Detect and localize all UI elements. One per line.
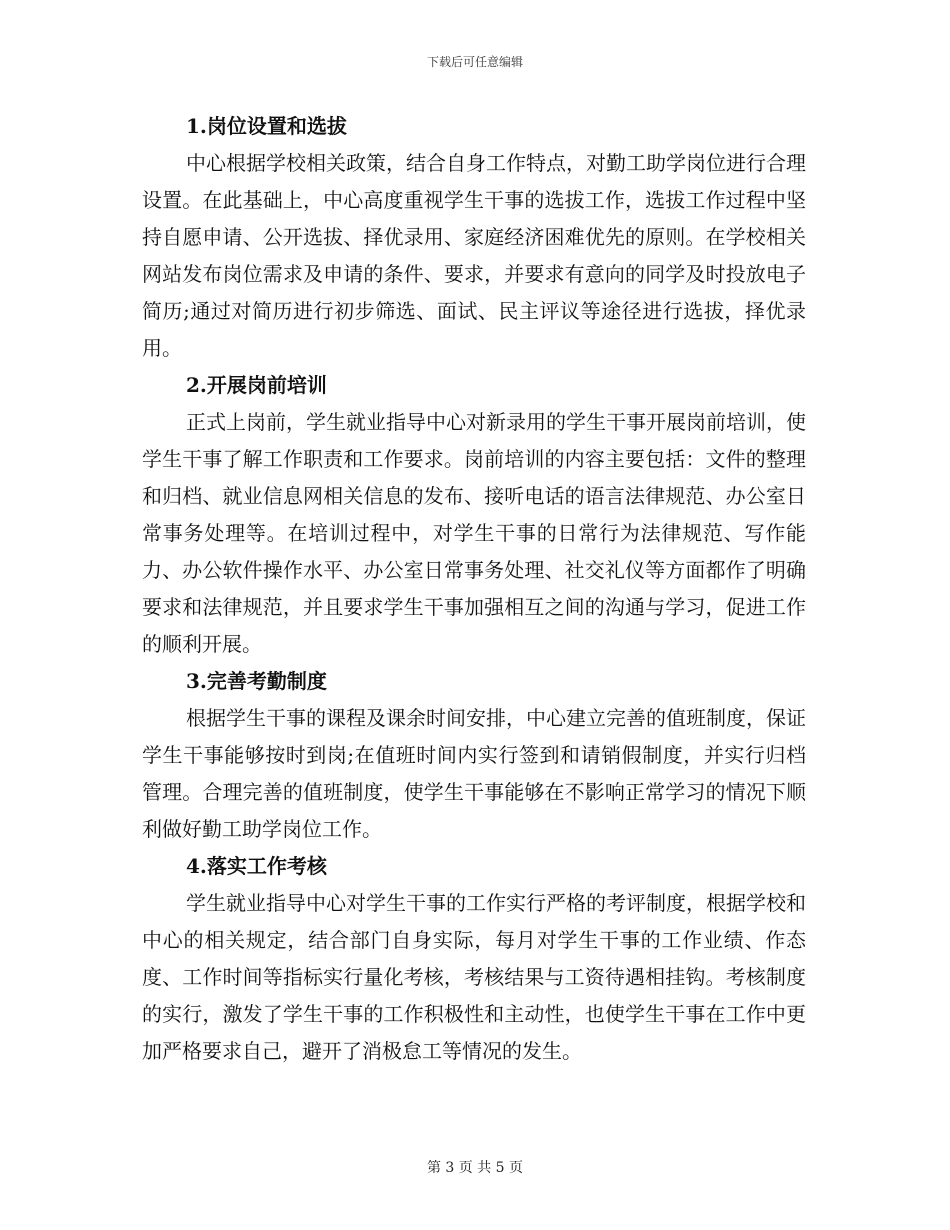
section-heading-4: 4.落实工作考核 (186, 854, 327, 878)
document-body (142, 108, 806, 1070)
section-heading-2: 2.开展岗前培训 (186, 373, 327, 397)
section-heading-3: 3.完善考勤制度 (186, 669, 327, 693)
page-number: 第 3 页 共 5 页 (426, 1160, 524, 1176)
page-header-note: 下载后可任意编辑 (426, 55, 523, 69)
section-body-2: 正式上岗前，学生就业指导中心对新录用的学生干事开展岗前培训，使学生干事了解工作职责和工作要求。岗前培训的内容主要包括：文件的整理和归档、就业信息网相关信息的发布、接听电话的语言法律规范、办公室日常事务处理等。在培训过程中，对学生干事的日常行为法律规范、写作能力、办公软件操作水平、办公室日常事务处理、社交礼仪等方面都作了明确要求和法律规范，并且要求学生干事加强相互之间的沟通与学习，促进工作的顺利开展。 (142, 410, 806, 656)
section-heading-1: 1.岗位设置和选拔 (186, 114, 347, 138)
section-body-4: 学生就业指导中心对学生干事的工作实行严格的考评制度，根据学校和中心的相关规定，结合部门自身实际，每月对学生干事的工作业绩、作态度、工作时间等指标实行量化考核，考核结果与工资待遇相挂钩。考核制度的实行，激发了学生干事的工作积极性和主动性，也使学生干事在工作中更加严格要求自己，避开了消极怠工等情况的发生。 (142, 891, 806, 1063)
section-body-3: 根据学生干事的课程及课余时间安排，中心建立完善的值班制度，保证学生干事能够按时到岗;在值班时间内实行签到和请销假制度，并实行归档管理。合理完善的值班制度，使学生干事能够在不影响正常学习的情况下顺利做好勤工助学岗位工作。 (142, 706, 806, 841)
section-body-1: 中心根据学校相关政策，结合自身工作特点，对勤工助学岗位进行合理设置。在此基础上，中心高度重视学生干事的选拔工作，选拔工作过程中坚持自愿申请、公开选拔、择优录用、家庭经济困难优先的原则。在学校相关网站发布岗位需求及申请的条件、要求，并要求有意向的同学及时投放电子简历;通过对简历进行初步筛选、面试、民主评议等途径进行选拔，择优录用。 (142, 151, 806, 360)
